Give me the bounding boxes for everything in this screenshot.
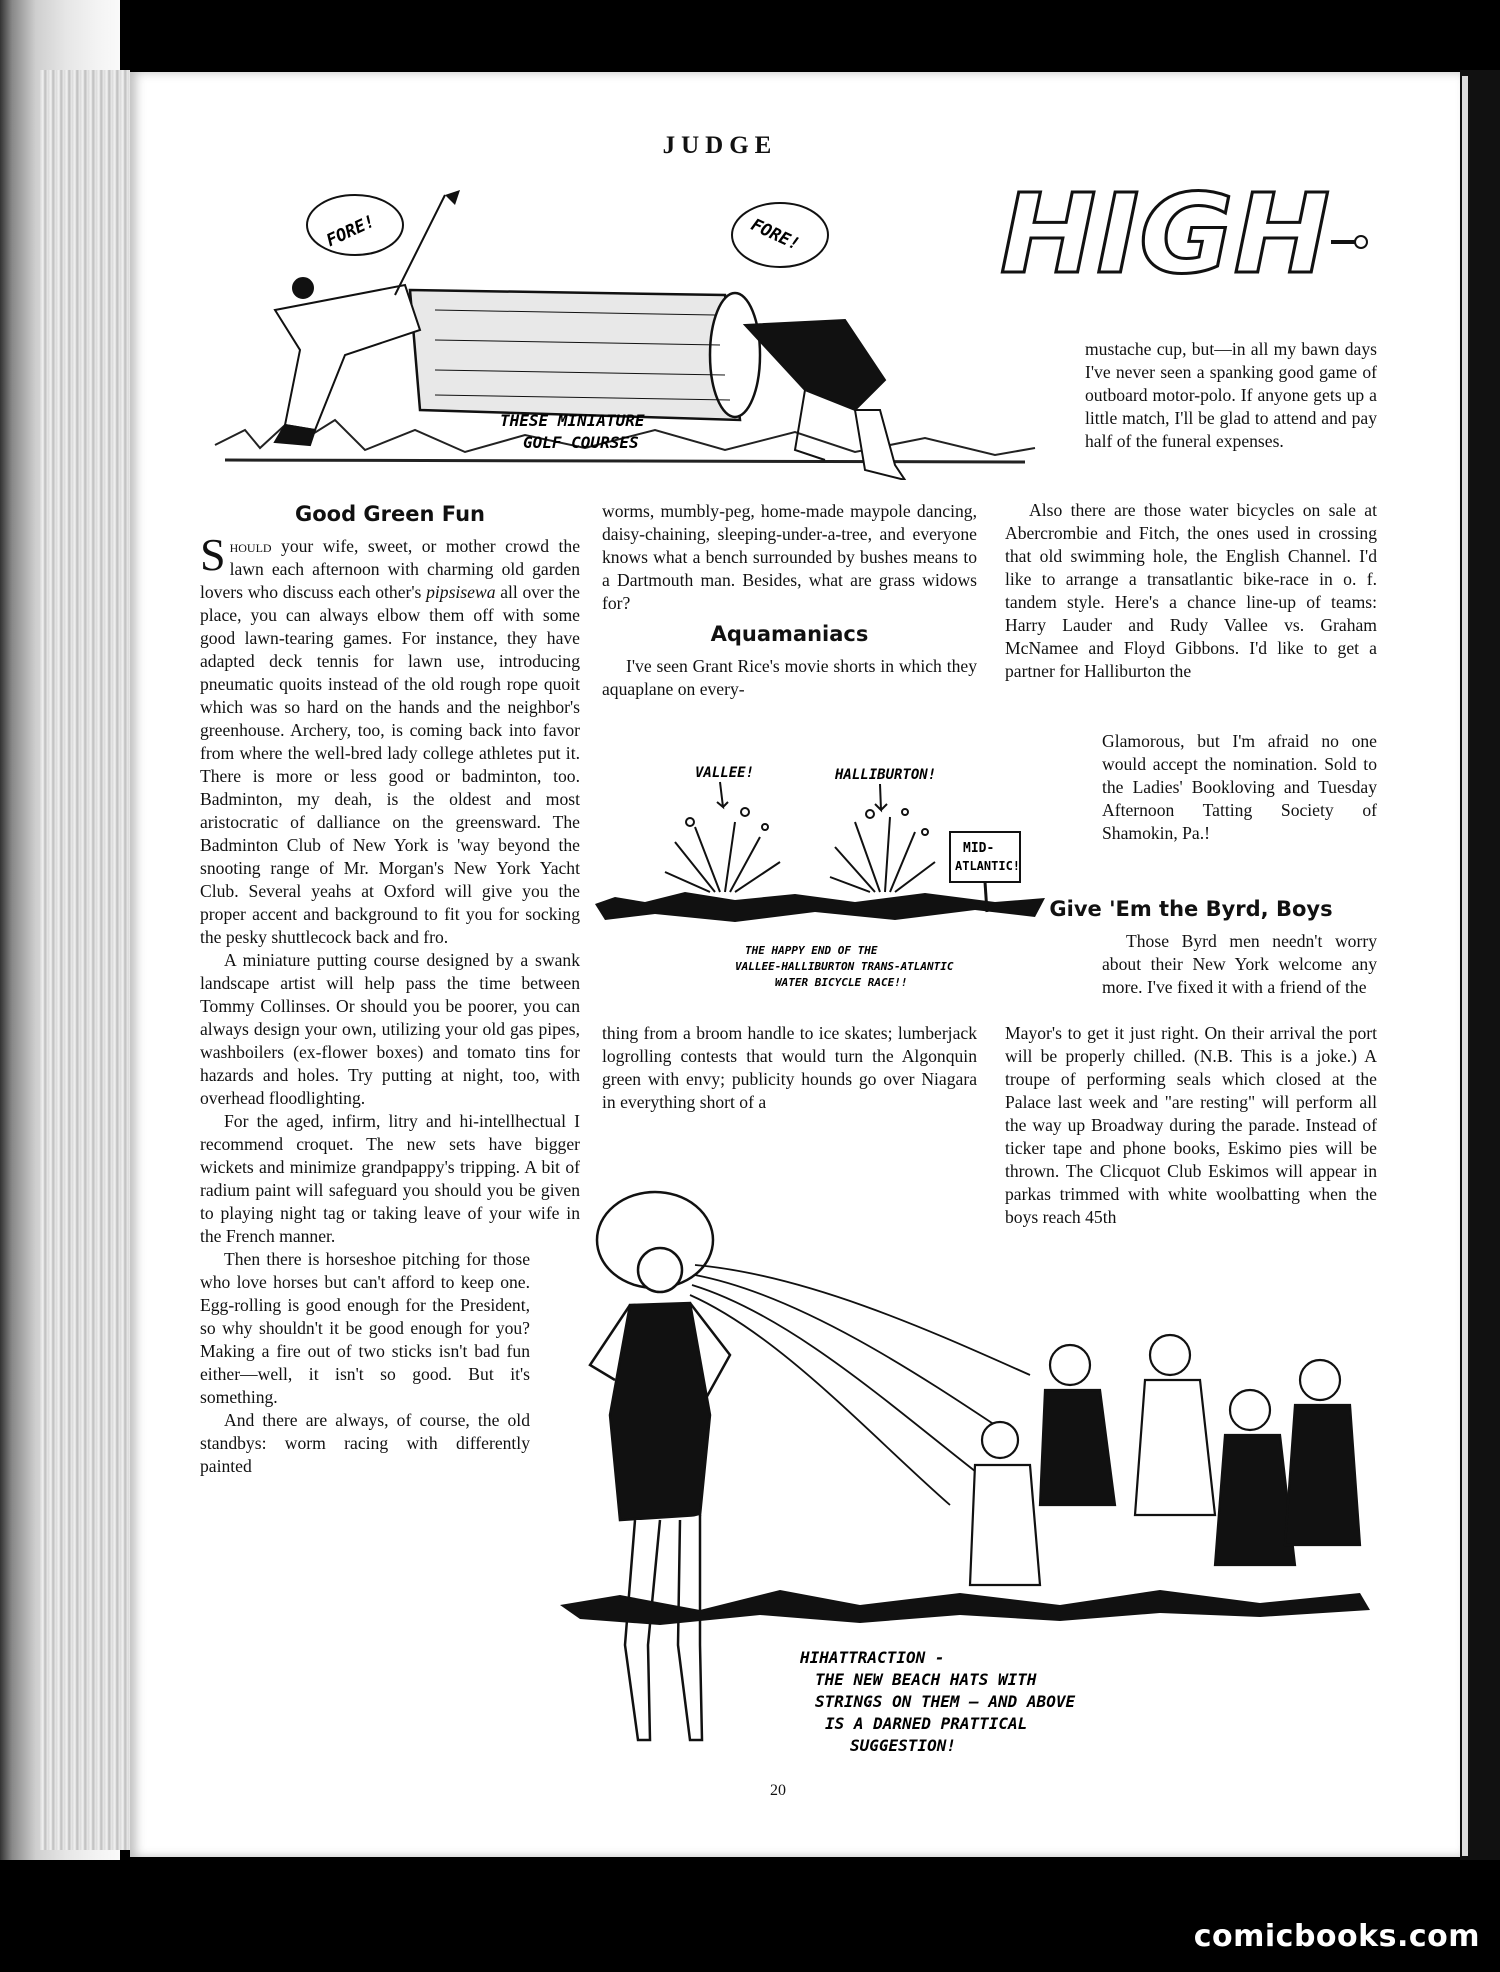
beach-caption-line1: HIHATTRACTION - — [800, 1648, 945, 1667]
water-caption-line3: WATER BICYCLE RACE!! — [775, 976, 908, 989]
sign-line2: ATLANTIC! — [955, 859, 1021, 873]
group-of-men — [970, 1335, 1360, 1585]
beach-hat-cartoon — [560, 1185, 1380, 1775]
water-caption-line2: VALLEE-HALLIBURTON TRANS-ATLANTIC — [735, 960, 954, 973]
dropcap: S — [200, 529, 226, 580]
woman-with-hat — [590, 1192, 730, 1740]
watermark-text: comicbooks.com — [1193, 1919, 1480, 1954]
woman-figure — [745, 320, 905, 480]
col3-paragraph-5: Mayor's to get it just right. On their arrival the port will be properly chilled. (N.B. This is a joke.) A troupe of performing seals which closed at the Palace last week and "are resting" will perform all the way up Broadway during the parade. Instead of ticker tape and phone books, Eskimo pies will be thrown. The Clicquot Club Eskimos will appear in parkas trimmed with white woolbatting when the boys reach 45th — [1005, 1023, 1377, 1227]
col1-paragraph-1 — [200, 529, 580, 949]
golf-caption-line2: GOLF COURSES — [523, 433, 639, 452]
headline-high: HIGH — [1000, 180, 1330, 290]
col2-top-paragraph: worms, mumbly-peg, home-made maypole dancing, daisy-chaining, sleeping-under-a-tree, and everyone knows what a bench surrounded by bushes means to a Dartmouth man. Besides, what are grass widows for? — [602, 501, 977, 613]
heading-give-em-the-byrd: Give 'Em the Byrd, Boys — [1049, 897, 1333, 921]
col1-p1-part-a: your wife, sweet, or mother crowd the lawn each afternoon with charming old garden lovers who discuss each other's — [200, 536, 580, 602]
left-balloon-text: FORE! — [323, 211, 379, 252]
page-number: 20 — [770, 1782, 786, 1799]
column-3-top — [1085, 338, 1377, 453]
golf-pipe — [410, 290, 760, 420]
column-2-top — [602, 500, 977, 701]
beach-caption-line3: STRINGS ON THEM — AND ABOVE — [815, 1692, 1076, 1711]
facing-page-strip — [1462, 76, 1468, 1856]
golf-caption-line1: THESE MINIATURE — [500, 411, 645, 430]
man-figure — [275, 278, 420, 445]
col1-paragraph-3: For the aged, infirm, litry and hi-intellhectual I recommend croquet. The new sets have bigger wickets and minimize grandpappy's tripping. A bit of radium paint will safeguard you should you be given to playing night tag or taking leave of your wife in the French manner. — [200, 1111, 580, 1246]
column-3-indented — [1102, 730, 1377, 845]
golf-cartoon — [205, 180, 1055, 480]
heading-aquamaniacs: Aquamaniacs — [710, 622, 869, 646]
sign-line1: MID- — [963, 841, 995, 856]
column-3-byrd-indented — [1102, 930, 1377, 999]
water-bicycle-cartoon — [595, 752, 1045, 992]
column-3-byrd — [1005, 890, 1377, 930]
col1-p1-italic: pipsisewa — [426, 582, 496, 602]
splash-left — [665, 808, 780, 892]
col2-paragraph-1: I've seen Grant Rice's movie shorts in which they aquaplane on every- — [602, 656, 977, 699]
col1-paragraph-4: Then there is horseshoe pitching for those who love horses but can't afford to keep one. Egg-rolling is good enough for the President, so why shouldn't it be good enough for you? Making a fire out of two sticks isn't bad fun either—well, it isn't so good. But it's something. — [200, 1249, 530, 1407]
col1-paragraph-2: A miniature putting course designed by a swank landscape artist will help pass the time between Tommy Collinses. Or should you be poorer, you can always design your own, utilizing your old gas pipes, washboilers (ex-flower boxes) and tomato tins for hazards and holes. Try putting at night, too, with overhead floodlighting. — [200, 950, 580, 1108]
mid-atlantic-sign — [950, 832, 1020, 882]
col1-paragraph-5: And there are always, of course, the old standbys: worm racing with differently painted — [200, 1410, 530, 1476]
col3-paragraph-4: Those Byrd men needn't worry about their New York welcome any more. I've fixed it with a friend of the — [1102, 931, 1377, 997]
sea-waves — [595, 892, 1045, 922]
col3-paragraph-2: Also there are those water bicycles on sale at Abercrombie and Fitch, the ones used in crossing that old swimming hole, the English Channel. I'd like to arrange a transatlantic bike-race in o. f. tandem style. Here's a chance line-up of teams: Harry Lauder and Rudy Vallee vs. Graham McNamee and Floyd Gibbons. I'd like to get a partner for Halliburton the — [1005, 500, 1377, 681]
smallcaps-lead: hould — [229, 536, 272, 556]
right-balloon-text: FORE! — [747, 215, 803, 255]
beach-caption-line5: SUGGESTION! — [850, 1736, 956, 1755]
water-caption-line1: THE HAPPY END OF THE — [745, 944, 878, 957]
col1-p1-part-b: all over the place, you can always elbow them off with some good lawn-tearing games. For instance, they have adapted deck tennis for lawn use, introducing pneumatic quoits instead of the old rough rope quoit which was so hard on the hands and the neighbor's greenhouse. Archery, too, is coming back into favor from where the well-bred lady college athletes put it. There is more or less good or badminton, too. Badminton, my deah, is the oldest and most aristocratic of dalliance on the greensward. The Badminton Club of New York is 'way beyond the snooting range of Mr. Morgan's New York Yacht Club. Several yeahs at Oxford will give you the proper accent and background to fit you for socking the pesky shuttlecock back and fro. — [200, 582, 580, 947]
beach-caption-line4: IS A DARNED PRATTICAL — [825, 1714, 1028, 1733]
col3-paragraph-3: Glamorous, but I'm afraid no one would accept the nomination. Sold to the Ladies' Bookloving and Tuesday Afternoon Tatting Society of Shamokin, Pa.! — [1102, 731, 1377, 843]
col3-paragraph-1: mustache cup, but—in all my bawn days I've never seen a spanking good game of outboard motor-polo. If anyone gets up a little match, I'll be glad to attend and pay half of the funeral expenses. — [1085, 339, 1377, 451]
label-halliburton: HALLIBURTON! — [835, 767, 937, 783]
col2-paragraph-2: thing from a broom handle to ice skates; lumberjack logrolling contests that would turn the Algonquin green with envy; publicity hounds go over Niagara in everything short of a — [602, 1023, 977, 1112]
label-vallee: VALLEE! — [695, 765, 755, 781]
beach-caption-line2: THE NEW BEACH HATS WITH — [815, 1670, 1037, 1689]
column-3-middle — [1005, 499, 1377, 683]
magazine-header: JUDGE — [662, 132, 778, 159]
page-stack-edge — [40, 70, 130, 1850]
column-2-bottom — [602, 1022, 977, 1114]
column-1 — [200, 495, 580, 1478]
heading-good-green-fun: Good Green Fun — [295, 502, 485, 526]
splash-right — [830, 809, 935, 892]
